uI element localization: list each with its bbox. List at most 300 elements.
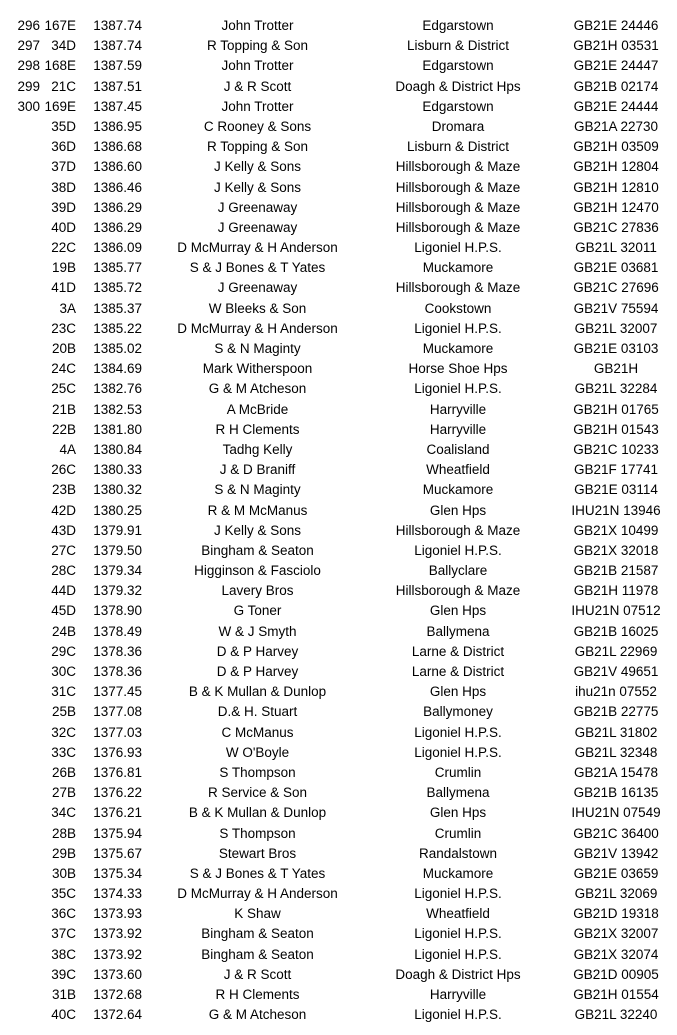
club-cell: Cookstown <box>424 300 492 316</box>
club-cell: Ballymoney <box>423 704 493 720</box>
ring-number-cell: GB21C 27836 <box>573 219 659 235</box>
fancier-name-cell: B & K Mullan & Dunlop <box>188 684 327 700</box>
velocity-cell: 1374.33 <box>93 886 142 902</box>
result-row <box>0 420 677 440</box>
result-row <box>0 682 677 702</box>
entry-number-cell: 21C <box>51 78 76 94</box>
velocity-cell: 1373.92 <box>93 946 142 962</box>
result-row <box>0 844 677 864</box>
club-cell: Edgarstown <box>422 58 494 74</box>
ring-number-cell: GB21L 32240 <box>574 1007 658 1023</box>
velocity-cell: 1378.36 <box>93 643 142 659</box>
fancier-name-cell: G Toner <box>233 603 282 619</box>
result-row <box>0 56 677 76</box>
fancier-name-cell: Bingham & Seaton <box>201 542 314 558</box>
club-cell: Doagh & District Hps <box>395 966 521 982</box>
ring-number-cell: GB21E 03659 <box>573 865 659 881</box>
club-cell: Hillsborough & Maze <box>395 280 521 296</box>
club-cell: Edgarstown <box>422 18 494 33</box>
velocity-cell: 1386.95 <box>93 118 142 134</box>
ring-number-cell: GB21E 24444 <box>573 98 659 114</box>
club-cell: Glen Hps <box>429 684 487 700</box>
entry-number-cell: 30C <box>51 664 76 679</box>
velocity-cell: 1378.36 <box>93 664 142 679</box>
velocity-cell: 1378.49 <box>93 623 142 639</box>
result-row <box>0 501 677 521</box>
club-cell: Larne & District <box>411 643 505 659</box>
entry-number-cell: 3A <box>59 300 76 316</box>
result-row <box>0 460 677 480</box>
fancier-name-cell: Tadhg Kelly <box>222 441 293 457</box>
fancier-name-cell: Mark Witherspoon <box>202 361 313 377</box>
club-cell: Ballymena <box>426 623 490 639</box>
result-row <box>0 622 677 642</box>
ring-number-cell: GB21H 01554 <box>573 987 659 1002</box>
entry-number-cell: 32C <box>51 724 76 740</box>
velocity-cell: 1379.34 <box>93 563 142 579</box>
result-row <box>0 299 677 319</box>
fancier-name-cell: John Trotter <box>221 18 294 33</box>
ring-number-cell: GB21L 31802 <box>574 724 658 740</box>
club-cell: Hillsborough & Maze <box>395 583 521 599</box>
fancier-name-cell: J Greenaway <box>217 199 298 215</box>
fancier-name-cell: D McMurray & H Anderson <box>177 886 338 902</box>
entry-number-cell: 29C <box>51 643 76 659</box>
entry-number-cell: 21B <box>51 401 76 417</box>
result-row <box>0 803 677 823</box>
ring-number-cell: GB21X 32007 <box>573 926 659 942</box>
entry-number-cell: 23B <box>51 482 76 498</box>
velocity-cell: 1387.74 <box>93 38 142 54</box>
fancier-name-cell: G & M Atcheson <box>208 381 307 397</box>
fancier-name-cell: D.& H. Stuart <box>217 704 298 720</box>
entry-number-cell: 22C <box>51 240 76 256</box>
result-row <box>0 783 677 803</box>
ring-number-cell: GB21E 03114 <box>574 482 658 498</box>
fancier-name-cell: S & N Maginty <box>214 482 301 498</box>
entry-number-cell: 4A <box>59 441 76 457</box>
fancier-name-cell: R Topping & Son <box>206 38 309 54</box>
club-cell: Wheatfield <box>426 462 490 478</box>
entry-number-cell: 24C <box>51 361 76 377</box>
velocity-cell: 1375.94 <box>93 825 142 841</box>
velocity-cell: 1379.50 <box>93 542 142 558</box>
club-cell: Hillsborough & Maze <box>395 179 521 195</box>
club-cell: Muckamore <box>422 341 494 356</box>
entry-number-cell: 169E <box>44 98 76 114</box>
result-row <box>0 662 677 682</box>
result-row <box>0 884 677 904</box>
result-row <box>0 198 677 218</box>
ring-number-cell: GB21X 32074 <box>573 946 659 962</box>
result-row <box>0 561 677 581</box>
ring-number-cell: GB21B 16135 <box>573 785 659 801</box>
club-cell: Dromara <box>431 118 485 134</box>
entry-number-cell: 25C <box>51 381 76 397</box>
club-cell: Ligoniel H.P.S. <box>414 381 502 397</box>
entry-number-cell: 31C <box>51 684 76 700</box>
velocity-cell: 1379.32 <box>93 583 142 599</box>
velocity-cell: 1387.51 <box>93 78 142 94</box>
ring-number-cell: GB21H 01765 <box>573 401 659 417</box>
velocity-cell: 1386.09 <box>93 240 142 256</box>
velocity-cell: 1381.80 <box>93 421 142 437</box>
velocity-cell: 1373.92 <box>93 926 142 942</box>
ring-number-cell: GB21H 01543 <box>573 421 659 437</box>
entry-number-cell: 29B <box>51 845 76 861</box>
entry-number-cell: 26C <box>51 462 76 478</box>
velocity-cell: 1380.84 <box>93 441 142 457</box>
result-row <box>0 541 677 561</box>
velocity-cell: 1385.72 <box>93 280 142 296</box>
result-row <box>0 278 677 298</box>
velocity-cell: 1380.25 <box>93 502 142 518</box>
club-cell: Coalisland <box>426 441 490 457</box>
entry-number-cell: 33C <box>51 744 76 760</box>
club-cell: Muckamore <box>422 482 494 498</box>
ring-number-cell: GB21L 32011 <box>575 240 657 256</box>
ring-number-cell: GB21E 24447 <box>573 58 659 74</box>
velocity-cell: 1385.37 <box>93 300 142 316</box>
velocity-cell: 1385.02 <box>93 341 142 356</box>
fancier-name-cell: B & K Mullan & Dunlop <box>188 805 327 821</box>
club-cell: Larne & District <box>411 664 505 679</box>
fancier-name-cell: S Thompson <box>219 825 296 841</box>
fancier-name-cell: Stewart Bros <box>218 845 297 861</box>
entry-number-cell: 167E <box>44 18 76 33</box>
fancier-name-cell: J & R Scott <box>223 78 292 94</box>
club-cell: Crumlin <box>434 764 482 780</box>
velocity-cell: 1385.22 <box>93 320 142 336</box>
club-cell: Wheatfield <box>426 906 490 922</box>
velocity-cell: 1375.34 <box>93 865 142 881</box>
fancier-name-cell: R H Clements <box>215 421 300 437</box>
result-row <box>0 601 677 621</box>
ring-number-cell: GB21C 27696 <box>573 280 659 296</box>
entry-number-cell: 30B <box>51 865 76 881</box>
entry-number-cell: 40C <box>51 1007 76 1023</box>
club-cell: Hillsborough & Maze <box>395 159 521 175</box>
fancier-name-cell: S & J Bones & T Yates <box>189 865 326 881</box>
entry-number-cell: 37D <box>51 159 76 175</box>
ring-number-cell: GB21D 00905 <box>573 966 659 982</box>
result-row <box>0 218 677 238</box>
velocity-cell: 1372.64 <box>93 1007 142 1023</box>
entry-number-cell: 34C <box>51 805 76 821</box>
result-row <box>0 379 677 399</box>
velocity-cell: 1382.76 <box>93 381 142 397</box>
velocity-cell: 1380.32 <box>93 482 142 498</box>
entry-number-cell: 168E <box>44 58 76 74</box>
entry-number-cell: 40D <box>51 219 76 235</box>
entry-number-cell: 19B <box>51 260 76 276</box>
ring-number-cell: GB21H 12804 <box>573 159 659 175</box>
ring-number-cell: GB21X 10499 <box>573 522 659 538</box>
result-row <box>0 864 677 884</box>
velocity-cell: 1376.93 <box>93 744 142 760</box>
club-cell: Horse Shoe Hps <box>408 361 508 377</box>
result-row <box>0 581 677 601</box>
entry-number-cell: 35D <box>51 118 76 134</box>
ring-number-cell: GB21V 75594 <box>573 300 659 316</box>
ring-number-cell: GB21C 36400 <box>573 825 659 841</box>
position-cell: 297 <box>17 38 40 54</box>
fancier-name-cell: John Trotter <box>221 98 294 114</box>
position-cell: 296 <box>17 18 40 33</box>
velocity-cell: 1382.53 <box>93 401 142 417</box>
entry-number-cell: 38D <box>51 179 76 195</box>
club-cell: Ligoniel H.P.S. <box>414 320 502 336</box>
fancier-name-cell: S Thompson <box>219 764 296 780</box>
velocity-cell: 1386.29 <box>93 199 142 215</box>
entry-number-cell: 35C <box>51 886 76 902</box>
club-cell: Muckamore <box>422 865 494 881</box>
velocity-cell: 1386.46 <box>93 179 142 195</box>
club-cell: Lisburn & District <box>406 38 510 54</box>
fancier-name-cell: C Rooney & Sons <box>203 118 312 134</box>
ring-number-cell: GB21B 21587 <box>573 563 659 579</box>
club-cell: Edgarstown <box>422 98 494 114</box>
velocity-cell: 1385.77 <box>93 260 142 276</box>
ring-number-cell: GB21E 03103 <box>573 341 659 356</box>
fancier-name-cell: Lavery Bros <box>221 583 294 599</box>
club-cell: Hillsborough & Maze <box>395 522 521 538</box>
club-cell: Glen Hps <box>429 603 487 619</box>
ring-number-cell: GB21L 32284 <box>574 381 658 397</box>
velocity-cell: 1373.93 <box>93 906 142 922</box>
ring-number-cell: GB21B 16025 <box>573 623 659 639</box>
fancier-name-cell: R & M McManus <box>207 502 308 518</box>
result-row <box>0 723 677 743</box>
result-row <box>0 137 677 157</box>
fancier-name-cell: J Kelly & Sons <box>213 159 302 175</box>
velocity-cell: 1379.91 <box>93 522 142 538</box>
fancier-name-cell: R H Clements <box>215 987 300 1002</box>
fancier-name-cell: Bingham & Seaton <box>201 926 314 942</box>
result-row <box>0 945 677 965</box>
fancier-name-cell: J Greenaway <box>217 280 298 296</box>
velocity-cell: 1375.67 <box>93 845 142 861</box>
entry-number-cell: 45D <box>51 603 76 619</box>
position-cell: 300 <box>17 98 40 114</box>
velocity-cell: 1376.22 <box>93 785 142 801</box>
result-row <box>0 178 677 198</box>
ring-number-cell: GB21L 32348 <box>574 744 658 760</box>
entry-number-cell: 39C <box>51 966 76 982</box>
fancier-name-cell: J Kelly & Sons <box>213 179 302 195</box>
ring-number-cell: ihu21n 07552 <box>575 684 657 700</box>
ring-number-cell: GB21H 11978 <box>573 583 659 599</box>
ring-number-cell: GB21B 02174 <box>573 78 659 94</box>
entry-number-cell: 28C <box>51 563 76 579</box>
result-row <box>0 117 677 137</box>
club-cell: Ligoniel H.P.S. <box>414 724 502 740</box>
fancier-name-cell: J & D Braniff <box>219 462 296 478</box>
club-cell: Ballyclare <box>428 563 488 579</box>
velocity-cell: 1376.81 <box>93 764 142 780</box>
entry-number-cell: 34D <box>51 38 76 54</box>
fancier-name-cell: C McManus <box>221 724 294 740</box>
ring-number-cell: GB21H 03531 <box>573 38 659 54</box>
entry-number-cell: 24B <box>51 623 76 639</box>
fancier-name-cell: R Service & Son <box>207 785 308 801</box>
velocity-cell: 1376.21 <box>93 805 142 821</box>
entry-number-cell: 36C <box>51 906 76 922</box>
entry-number-cell: 20B <box>51 341 76 356</box>
club-cell: Muckamore <box>422 260 494 276</box>
club-cell: Ligoniel H.P.S. <box>414 1007 502 1023</box>
entry-number-cell: 26B <box>51 764 76 780</box>
ring-number-cell: GB21A 15478 <box>573 764 659 780</box>
position-cell: 298 <box>17 58 40 74</box>
club-cell: Glen Hps <box>429 805 487 821</box>
velocity-cell: 1377.45 <box>93 684 142 700</box>
result-row <box>0 77 677 97</box>
result-row <box>0 904 677 924</box>
fancier-name-cell: S & N Maginty <box>214 341 301 356</box>
ring-number-cell: GB21H 03509 <box>573 139 659 155</box>
entry-number-cell: 39D <box>51 199 76 215</box>
entry-number-cell: 42D <box>51 502 76 518</box>
ring-number-cell: GB21H 12810 <box>573 179 659 195</box>
result-row <box>0 238 677 258</box>
club-cell: Harryville <box>429 401 487 417</box>
entry-number-cell: 36D <box>51 139 76 155</box>
result-row <box>0 480 677 500</box>
entry-number-cell: 37C <box>51 926 76 942</box>
entry-number-cell: 28B <box>51 825 76 841</box>
result-row <box>0 763 677 783</box>
club-cell: Hillsborough & Maze <box>395 199 521 215</box>
velocity-cell: 1373.60 <box>93 966 142 982</box>
result-row <box>0 258 677 278</box>
entry-number-cell: 44D <box>51 583 76 599</box>
ring-number-cell: GB21A 22730 <box>573 118 659 134</box>
velocity-cell: 1387.74 <box>93 18 142 33</box>
result-row <box>0 743 677 763</box>
club-cell: Hillsborough & Maze <box>395 219 521 235</box>
result-row <box>0 824 677 844</box>
fancier-name-cell: Bingham & Seaton <box>201 946 314 962</box>
ring-number-cell: GB21E 24446 <box>573 18 659 33</box>
result-row <box>0 157 677 177</box>
velocity-cell: 1372.68 <box>93 987 142 1002</box>
ring-number-cell: GB21L 32007 <box>574 320 658 336</box>
ring-number-cell: IHU21N 07512 <box>571 603 661 619</box>
ring-number-cell: GB21X 32018 <box>573 542 659 558</box>
velocity-cell: 1387.59 <box>93 58 142 74</box>
velocity-cell: 1380.33 <box>93 462 142 478</box>
entry-number-cell: 43D <box>51 522 76 538</box>
result-row <box>0 965 677 985</box>
ring-number-cell: GB21V 13942 <box>573 845 659 861</box>
fancier-name-cell: J Kelly & Sons <box>213 522 302 538</box>
entry-number-cell: 23C <box>51 320 76 336</box>
ring-number-cell: GB21B 22775 <box>573 704 659 720</box>
ring-number-cell: GB21L 32069 <box>574 886 658 902</box>
club-cell: Harryville <box>429 987 487 1002</box>
fancier-name-cell: J Greenaway <box>217 219 298 235</box>
ring-number-cell: GB21H <box>593 361 639 377</box>
fancier-name-cell: D McMurray & H Anderson <box>177 240 338 256</box>
result-row <box>0 702 677 722</box>
fancier-name-cell: R Topping & Son <box>206 139 309 155</box>
position-cell: 299 <box>17 78 40 94</box>
fancier-name-cell: John Trotter <box>221 58 294 74</box>
result-row <box>0 319 677 339</box>
club-cell: Doagh & District Hps <box>395 78 521 94</box>
entry-number-cell: 22B <box>51 421 76 437</box>
velocity-cell: 1386.60 <box>93 159 142 175</box>
club-cell: Ballymena <box>426 785 490 801</box>
fancier-name-cell: Higginson & Fasciolo <box>194 563 321 579</box>
entry-number-cell: 27C <box>51 542 76 558</box>
fancier-name-cell: D & P Harvey <box>216 643 299 659</box>
ring-number-cell: GB21L 22969 <box>574 643 658 659</box>
club-cell: Ligoniel H.P.S. <box>414 542 502 558</box>
result-row <box>0 36 677 56</box>
result-row <box>0 97 677 117</box>
entry-number-cell: 38C <box>51 946 76 962</box>
ring-number-cell: GB21C 10233 <box>573 441 659 457</box>
fancier-name-cell: W & J Smyth <box>218 623 297 639</box>
result-row <box>0 400 677 420</box>
ring-number-cell: GB21D 19318 <box>573 906 659 922</box>
ring-number-cell: GB21V 49651 <box>573 664 659 679</box>
result-row <box>0 440 677 460</box>
result-row <box>0 521 677 541</box>
velocity-cell: 1386.68 <box>93 139 142 155</box>
result-row <box>0 642 677 662</box>
club-cell: Harryville <box>429 421 487 437</box>
result-row <box>0 924 677 944</box>
ring-number-cell: GB21E 03681 <box>573 260 659 276</box>
velocity-cell: 1386.29 <box>93 219 142 235</box>
ring-number-cell: GB21H 12470 <box>573 199 659 215</box>
velocity-cell: 1387.45 <box>93 98 142 114</box>
entry-number-cell: 31B <box>51 987 76 1002</box>
result-row <box>0 985 677 1005</box>
entry-number-cell: 25B <box>51 704 76 720</box>
club-cell: Ligoniel H.P.S. <box>414 946 502 962</box>
velocity-cell: 1378.90 <box>93 603 142 619</box>
fancier-name-cell: A McBride <box>226 401 289 417</box>
fancier-name-cell: D McMurray & H Anderson <box>177 320 338 336</box>
fancier-name-cell: S & J Bones & T Yates <box>189 260 326 276</box>
entry-number-cell: 27B <box>51 785 76 801</box>
result-row <box>0 339 677 359</box>
club-cell: Ligoniel H.P.S. <box>414 240 502 256</box>
club-cell: Lisburn & District <box>406 139 510 155</box>
result-row <box>0 359 677 379</box>
fancier-name-cell: J & R Scott <box>223 966 292 982</box>
ring-number-cell: GB21F 17741 <box>573 462 659 478</box>
fancier-name-cell: K Shaw <box>234 906 281 922</box>
fancier-name-cell: D & P Harvey <box>216 664 299 679</box>
ring-number-cell: IHU21N 13946 <box>571 502 661 518</box>
club-cell: Glen Hps <box>429 502 487 518</box>
velocity-cell: 1377.03 <box>93 724 142 740</box>
velocity-cell: 1384.69 <box>93 361 142 377</box>
ring-number-cell: IHU21N 07549 <box>571 805 661 821</box>
fancier-name-cell: W Bleeks & Son <box>208 300 307 316</box>
result-row <box>0 1005 677 1025</box>
fancier-name-cell: G & M Atcheson <box>208 1007 307 1023</box>
club-cell: Ligoniel H.P.S. <box>414 744 502 760</box>
velocity-cell: 1377.08 <box>93 704 142 720</box>
club-cell: Crumlin <box>434 825 482 841</box>
club-cell: Ligoniel H.P.S. <box>414 926 502 942</box>
